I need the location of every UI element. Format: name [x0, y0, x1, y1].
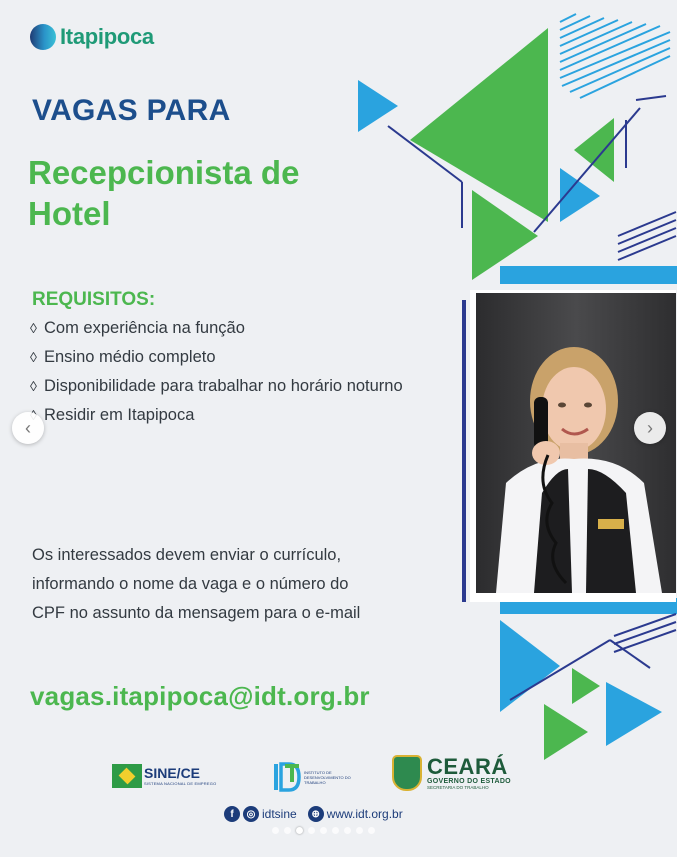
headline: VAGAS PARA: [32, 94, 231, 127]
facebook-icon: f: [224, 806, 240, 822]
idt-logo: [273, 762, 352, 792]
instagram-icon: ◎: [243, 806, 259, 822]
website-link: www.idt.org.br: [326, 807, 403, 821]
brand-name: Itapipoca: [60, 24, 154, 49]
ceara-secretariat: SECRETARIA DO TRABALHO: [427, 785, 489, 790]
sine-name: SINE/CE: [144, 765, 201, 781]
chevron-left-icon: ‹: [25, 417, 31, 438]
requirements-list: [30, 314, 430, 430]
job-title: Recepcionista de Hotel: [28, 154, 300, 232]
ceara-government: GOVERNO DO ESTADO: [427, 778, 511, 785]
carousel-dot[interactable]: [320, 827, 327, 834]
sine-subtitle: SISTEMA NACIONAL DE EMPREGO: [144, 781, 217, 786]
carousel-prev-button[interactable]: [12, 412, 44, 444]
application-instructions: Os interessados devem enviar o currículo, informando o nome da vaga e o número do CPF no assunto da mensagem para o e-mail: [32, 546, 361, 622]
partner-logos: [0, 752, 677, 802]
ceara-seal-icon: [392, 755, 422, 791]
carousel-dot[interactable]: [284, 827, 291, 834]
brand-logo: [30, 24, 154, 50]
sine-ce-logo: [112, 764, 216, 788]
requirement-item: ◊ Disponibilidade para trabalhar no horário noturno: [30, 372, 430, 401]
contact-email: vagas.itapipoca@idt.org.br: [30, 681, 370, 711]
carousel-dot[interactable]: [308, 827, 315, 834]
carousel-dot[interactable]: [368, 827, 375, 834]
carousel-dot[interactable]: [272, 827, 279, 834]
carousel-dot[interactable]: [332, 827, 339, 834]
ceara-name: CEARÁ: [427, 754, 508, 779]
requirement-item: ◊ Residir em Itapipoca: [30, 401, 430, 430]
idt-subtitle: INSTITUTO DE DESENVOLVIMENTO DO TRABALHO: [304, 769, 351, 785]
globe-icon: ⊕: [308, 806, 324, 822]
chevron-right-icon: ›: [647, 417, 653, 438]
carousel-dot[interactable]: [296, 827, 303, 834]
idt-mark-icon: [273, 762, 301, 792]
brazil-flag-icon: [112, 764, 142, 788]
carousel-indicators: [272, 827, 375, 834]
requirements-title: REQUISITOS:: [32, 289, 156, 310]
requirement-item: ◊ Com experiência na função: [30, 314, 430, 343]
carousel-dot[interactable]: [356, 827, 363, 834]
carousel-next-button[interactable]: [634, 412, 666, 444]
brand-circle-icon: [30, 24, 56, 50]
ceara-logo: [392, 755, 511, 791]
carousel-dot[interactable]: [344, 827, 351, 834]
requirement-item: ◊ Ensino médio completo: [30, 343, 430, 372]
social-handle: idtsine: [262, 807, 297, 821]
social-footer: [224, 806, 411, 822]
